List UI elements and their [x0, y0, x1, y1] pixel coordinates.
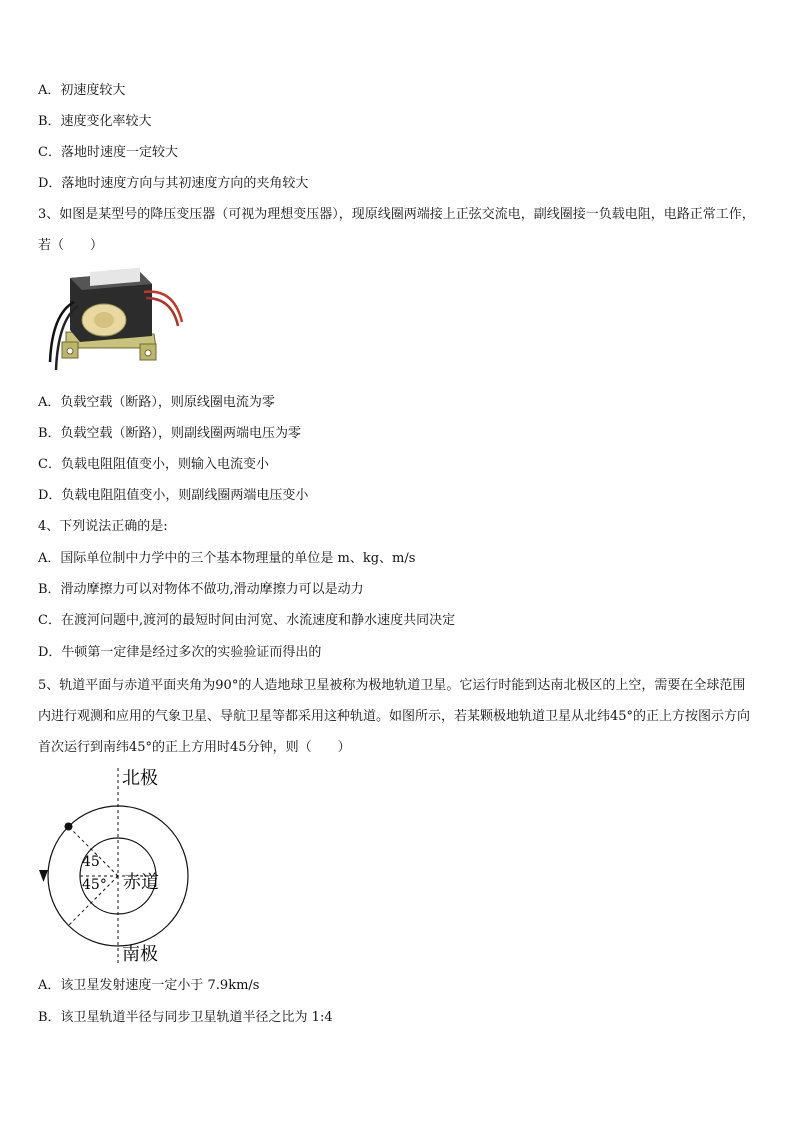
north-pole-label: 北极: [122, 768, 158, 789]
q5-stem: 5、轨道平面与赤道平面夹角为90°的人造地球卫星被称为极地轨道卫星。它运行时能到达南北极区的上空，需要在全球范围内进行观测和应用的气象卫星、导航卫星等都采用这种轨道。如图所示，若某颗极地轨道卫星从北纬45°的正上方按图示方向首次运行到南纬45°的正上方用时45分钟，则（ ）: [38, 678, 751, 755]
q3-stem: 3、如图是某型号的降压变压器（可视为理想变压器），现原线圈两端接上正弦交流电，副线圈接一负载电阻，电路正常工作，若（ ）: [38, 207, 755, 253]
q5-option-b: B．该卫星轨道半径与同步卫星轨道半径之比为 1:4: [38, 1010, 333, 1025]
q5-option-a: A．该卫星发射速度一定小于 7.9km/s: [38, 978, 260, 993]
q2-option-b: B．速度变化率较大: [38, 114, 152, 129]
q4-option-d: D．牛顿第一定律是经过多次的实验验证而得出的: [38, 645, 322, 660]
angle-label-south: 45°: [82, 877, 107, 893]
transformer-photo: [44, 262, 194, 380]
q3-option-b: B．负载空载（断路），则副线圈两端电压为零: [38, 426, 302, 441]
satellite-dot: [65, 823, 73, 831]
q4-option-c: C．在渡河问题中,渡河的最短时间由河宽、水流速度和静水速度共同决定: [38, 613, 456, 628]
q3-option-c: C．负载电阻阻值变小，则输入电流变小: [38, 457, 269, 472]
q3-option-a: A．负载空载（断路），则原线圈电流为零: [38, 395, 275, 410]
equator-label: 赤道: [123, 872, 159, 893]
q2-option-c: C．落地时速度一定较大: [38, 145, 178, 160]
angle-label-north: 45: [82, 854, 100, 870]
q4-option-a: A．国际单位制中力学中的三个基本物理量的单位是 m、kg、m/s: [38, 551, 416, 566]
q2-option-a: A．初速度较大: [38, 83, 126, 98]
direction-arrow-icon: [39, 870, 48, 882]
q4-stem: 4、下列说法正确的是:: [38, 519, 168, 534]
q3-option-d: D．负载电阻阻值变小，则副线圈两端电压变小: [38, 488, 309, 503]
q2-option-d: D．落地时速度方向与其初速度方向的夹角较大: [38, 176, 309, 191]
q4-option-b: B．滑动摩擦力可以对物体不做功,滑动摩擦力可以是动力: [38, 582, 364, 597]
polar-orbit-diagram: [36, 762, 196, 970]
south-pole-label: 南极: [122, 944, 158, 965]
